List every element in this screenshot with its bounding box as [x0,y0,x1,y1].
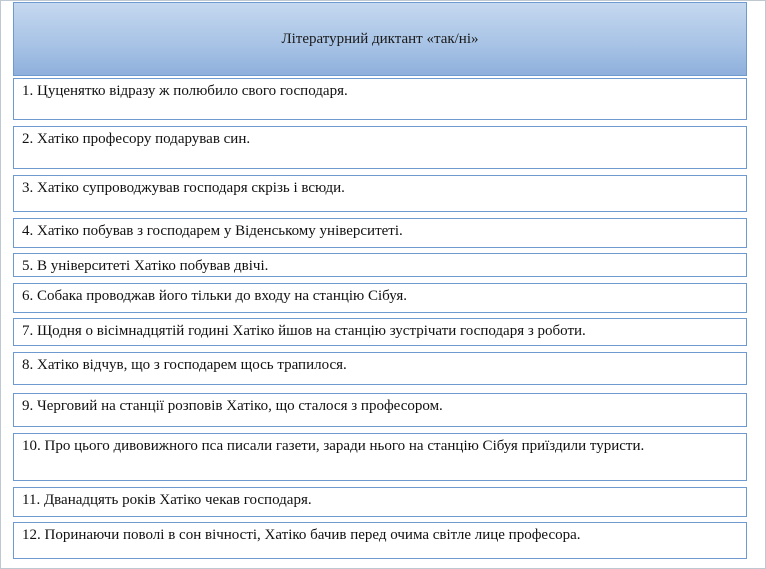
dictation-item-2: 2. Хатіко професору подарував син. [13,126,747,169]
dictation-item-1: 1. Цуценятко відразу ж полюбило свого господаря. [13,78,747,120]
dictation-item-11: 11. Дванадцять років Хатіко чекав господаря. [13,487,747,517]
dictation-item-4: 4. Хатіко побував з господарем у Віденському університеті. [13,218,747,248]
dictation-item-9: 9. Черговий на станції розповів Хатіко, що сталося з професором. [13,393,747,427]
dictation-item-7: 7. Щодня о вісімнадцятій годині Хатіко йшов на станцію зустрічати господаря з роботи. [13,318,747,346]
dictation-item-6: 6. Собака проводжав його тільки до входу на станцію Сібуя. [13,283,747,313]
dictation-title: Літературний диктант «так/ні» [281,30,479,47]
dictation-item-8: 8. Хатіко відчув, що з господарем щось трапилося. [13,352,747,385]
dictation-item-12: 12. Поринаючи поволі в сон вічності, Хатіко бачив перед очима світле лице професора. [13,522,747,559]
table-header [13,2,747,76]
dictation-item-3: 3. Хатіко супроводжував господаря скрізь і всюди. [13,175,747,212]
dictation-item-5: 5. В університеті Хатіко побував двічі. [13,253,747,277]
dictation-item-10: 10. Про цього дивовижного пса писали газети, заради нього на станцію Сібуя приїздили туристи. [13,433,747,481]
